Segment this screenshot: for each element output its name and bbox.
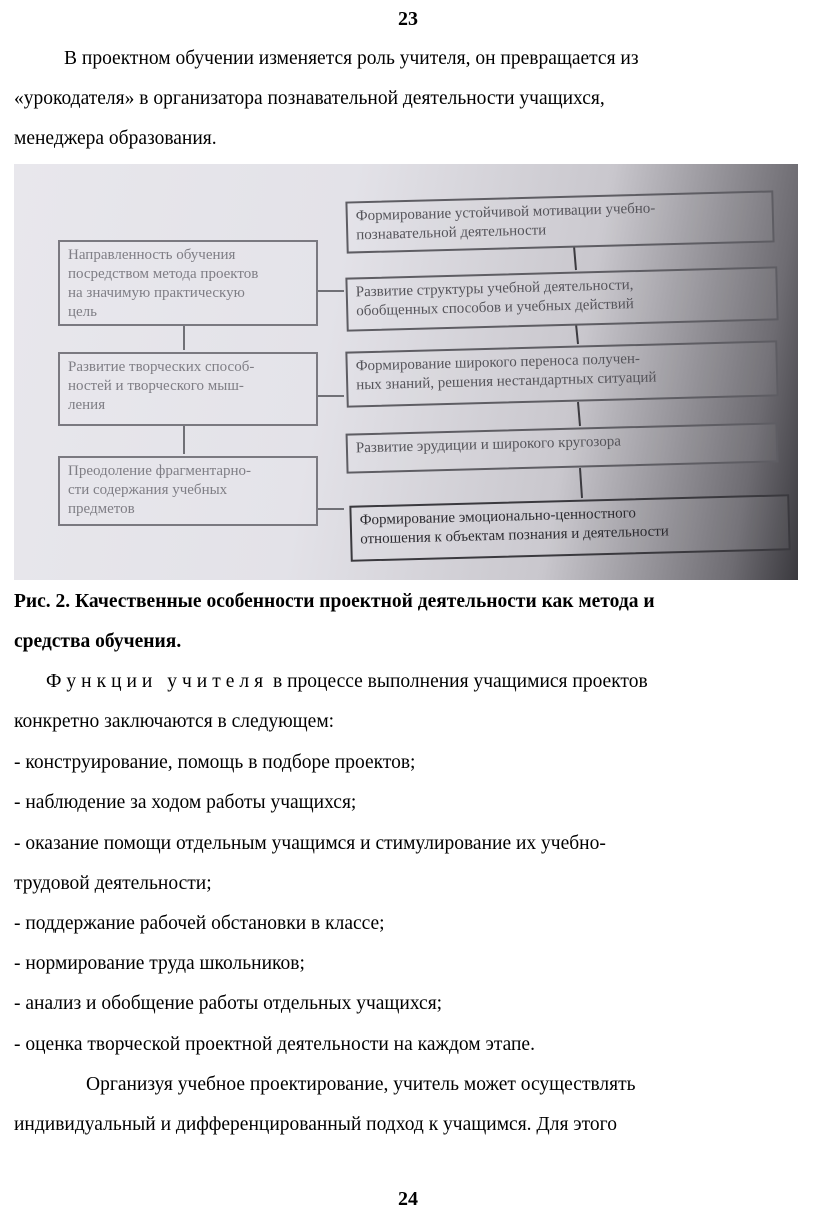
functions-intro-rest: в процессе выполнения учащимися проектов	[273, 671, 648, 692]
paragraph-1-line-3: менеджера образования.	[14, 128, 217, 149]
list-item: - оценка творческой проектной деятельности на каждом этапе.	[14, 1034, 535, 1055]
list-item: - оказание помощи отдельным учащимся и стимулирование их учебно-	[14, 833, 606, 854]
diagram-right-box-5: Формирование эмоционально-ценностного отношения к объектам познания и деятельности	[349, 494, 790, 561]
functions-intro-line-2: конкретно заключаются в следующем:	[14, 711, 335, 732]
diagram-left-box-2: Развитие творческих способ- ностей и творческого мыш- ления	[58, 352, 318, 426]
diagram-left-box-3: Преодоление фрагментарно- сти содержания учебных предметов	[58, 456, 318, 526]
connector-right-3	[578, 402, 580, 426]
connector-right-2	[576, 324, 578, 344]
functions-intro-line-1	[46, 671, 648, 693]
connector-right-1	[574, 246, 576, 270]
figure-caption-line-1: Рис. 2. Качественные особенности проектной деятельности как метода и	[14, 591, 655, 612]
list-item: - анализ и обобщение работы отдельных учащихся;	[14, 993, 443, 1014]
functions-title: Функции учителя	[46, 671, 269, 692]
paragraph-last-line-1: Организуя учебное проектирование, учитель может осуществлять	[86, 1074, 636, 1095]
list-item-continuation: трудовой деятельности;	[14, 873, 212, 894]
list-item: - конструирование, помощь в подборе проектов;	[14, 752, 416, 773]
diagram-left-box-1: Направленность обучения посредством метода проектов на значимую практическую цель	[58, 240, 318, 326]
diagram-right-box-2: Развитие структуры учебной деятельности, обобщенных способов и учебных действий	[345, 266, 778, 331]
page-number-top: 23	[398, 8, 418, 30]
paragraph-last-line-2: индивидуальный и дифференцированный подход к учащимся. Для этого	[14, 1114, 617, 1135]
paragraph-1-line-1: В проектном обучении изменяется роль учителя, он превращается из	[64, 48, 639, 69]
list-item: - нормирование труда школьников;	[14, 953, 305, 974]
diagram-right-box-4: Развитие эрудиции и широкого кругозора	[346, 422, 779, 473]
diagram-photo	[14, 164, 798, 580]
list-item: - наблюдение за ходом работы учащихся;	[14, 792, 357, 813]
paragraph-1-line-2: «урокодателя» в организатора познавательной деятельности учащихся,	[14, 88, 605, 109]
diagram-right-box-3: Формирование широкого переноса получен- ных знаний, решения нестандартных ситуаций	[345, 340, 778, 407]
connector-right-4	[580, 468, 582, 498]
diagram-right-box-1: Формирование устойчивой мотивации учебно- познавательной деятельности	[345, 190, 774, 253]
figure-caption-line-2: средства обучения.	[14, 631, 182, 652]
list-item: - поддержание рабочей обстановки в классе;	[14, 913, 385, 934]
page-number-bottom: 24	[398, 1188, 418, 1210]
